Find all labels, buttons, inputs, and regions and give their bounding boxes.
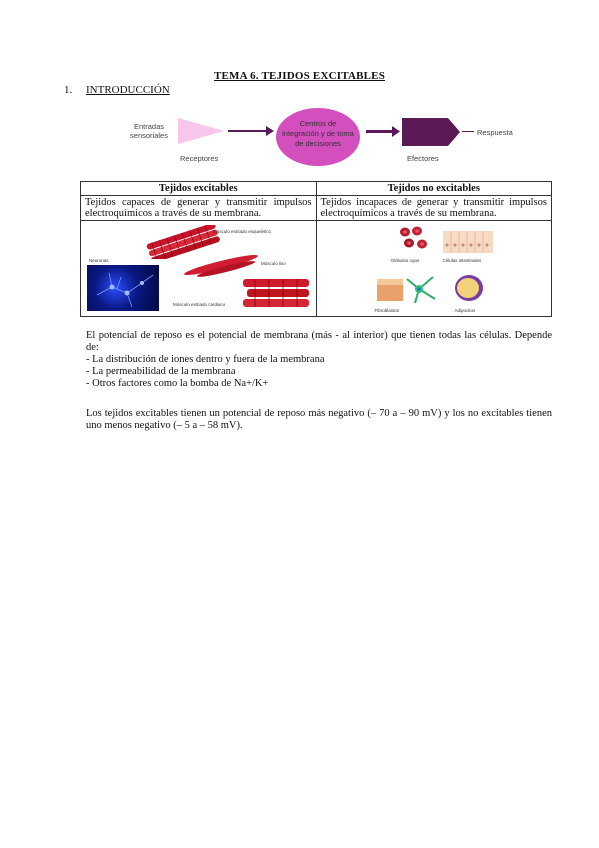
diagram-receptors-label: Receptores <box>180 154 219 163</box>
diagram-effectors-label: Efectores <box>407 154 439 163</box>
arrow-to-effector <box>366 130 394 133</box>
resting-potential-text: El potencial de reposo es el potencial de membrana (más - al interior) que tienen todas las células. Depende de: <box>86 330 552 353</box>
tissue-table <box>80 181 552 317</box>
cardiac-muscle-image <box>241 275 313 315</box>
fibroblasts-image <box>375 273 439 305</box>
label-smooth-muscle: Músculo liso <box>261 261 286 266</box>
label-fibroblasts: Fibroblastos <box>374 308 400 313</box>
diagram-center-label: Centros de integración y de toma de decisiones <box>282 119 354 148</box>
excitable-tissues-image <box>81 221 317 317</box>
resting-potential-paragraph <box>86 330 552 390</box>
effector-shape <box>402 118 460 146</box>
arrow-to-response <box>462 131 474 132</box>
section-number: 1. <box>64 84 73 96</box>
page-title: TEMA 6. TEJIDOS EXCITABLES <box>213 70 386 82</box>
factor-item: - La distribución de iones dentro y fuera de la membrana <box>86 354 325 365</box>
smooth-muscle-image <box>181 253 261 277</box>
label-red-blood-cells: Glóbulos rojos <box>390 258 420 263</box>
arrowhead-icon <box>392 126 400 137</box>
adipocyte-image <box>453 273 485 303</box>
factor-item: - Otros factores como la bomba de Na+/K+ <box>86 378 269 389</box>
arrow-to-center <box>228 130 268 132</box>
section-title: INTRODUCCIÓN <box>86 84 170 96</box>
arrowhead-icon <box>266 126 274 136</box>
excitable-description: Tejidos capaces de generar y transmitir impulsos electroquímicos a través de su membrana. <box>81 196 317 221</box>
diagram-input-label: Entradas sensoriales <box>130 122 168 140</box>
flow-diagram <box>120 108 540 170</box>
intestinal-cells-image <box>443 229 493 255</box>
label-cardiac-muscle: Músculo estriado cardiaco <box>173 302 226 307</box>
header-non-excitable: Tejidos no excitables <box>316 182 552 196</box>
red-blood-cells-image <box>397 225 429 253</box>
neuron-cells-icon <box>87 265 159 311</box>
label-adipocytes: Adipocitos <box>454 308 476 313</box>
label-skeletal-muscle: Músculo estriado esquelético <box>213 229 272 234</box>
factor-item: - La permeabilidad de la membrana <box>86 366 236 377</box>
header-excitable: Tejidos excitables <box>81 182 317 196</box>
non-excitable-description: Tejidos incapaces de generar y transmitir impulsos electroquímicos a través de su membrana. <box>316 196 552 221</box>
excitable-potential-paragraph: Los tejidos excitables tienen un potencial de reposo más negativo (– 70 a – 90 mV) y los no excitables tienen uno menos negativo (– 5 a – 58 mV). <box>86 408 552 431</box>
non-excitable-tissues-image <box>316 221 552 317</box>
label-intestinal-cells: Células intestinales <box>442 258 482 263</box>
receptor-shape <box>178 118 224 144</box>
diagram-response-label: Respuesta <box>477 128 513 137</box>
label-neurons: Neuronas <box>89 258 109 263</box>
neurons-image <box>87 265 159 311</box>
